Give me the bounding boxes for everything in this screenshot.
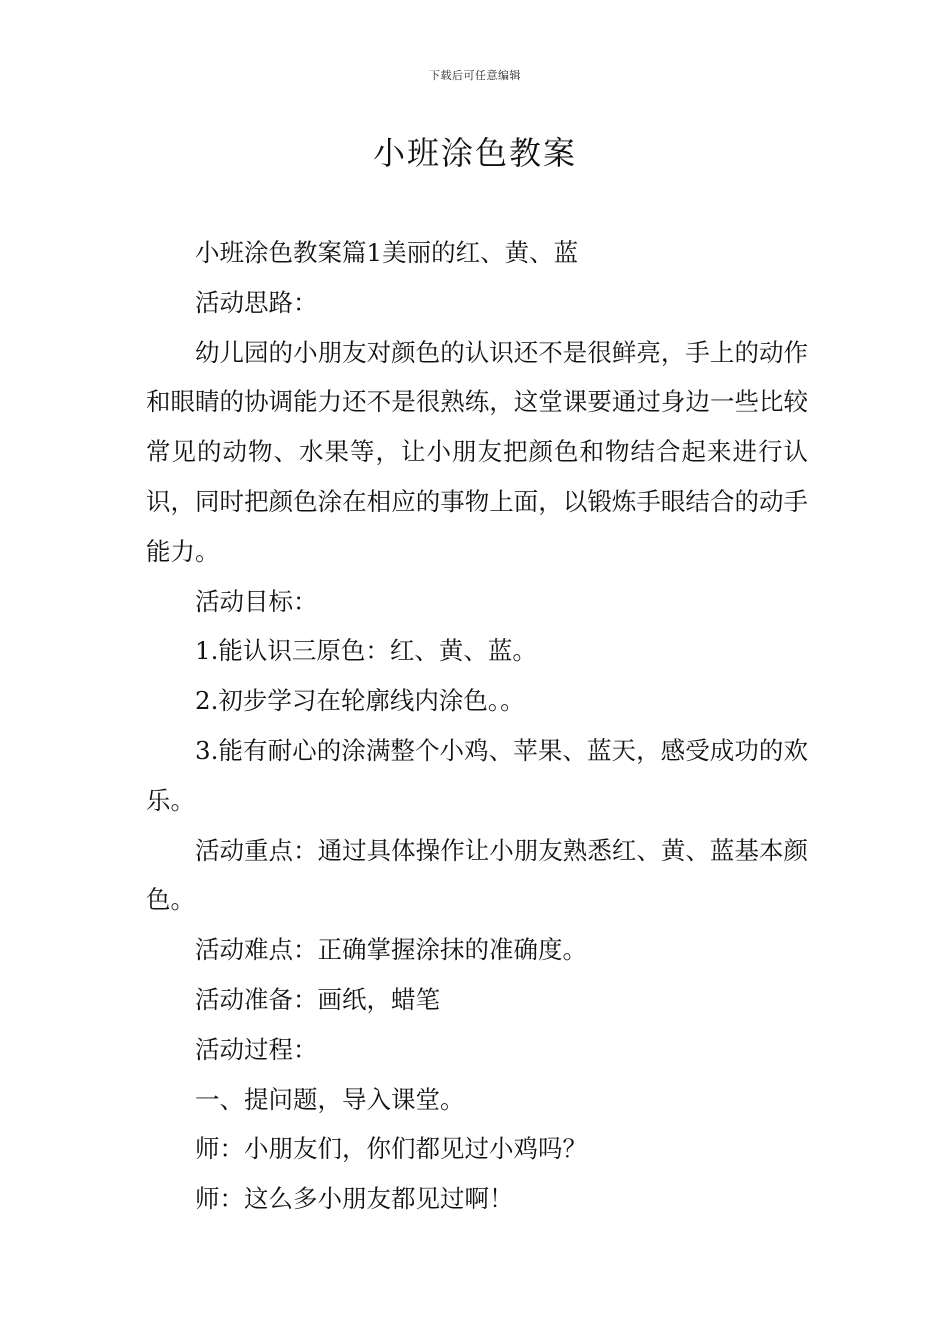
document-title: 小班涂色教案 (372, 134, 577, 172)
paragraph: 活动思路： (195, 287, 318, 317)
paragraph: 师：小朋友们，你们都见过小鸡吗？ (195, 1134, 587, 1164)
paragraph: 1.能认识三原色：红、黄、蓝。 (195, 636, 537, 666)
paragraph: 活动过程： (195, 1034, 318, 1064)
paragraph: 幼儿园的小朋友对颜色的认识还不是很鲜亮，手上的动作和眼睛的协调能力还不是很熟练，这堂课要通过身边一些比较常见的动物、水果等，让小朋友把颜色和物结合起来进行认识，同时把颜色涂在相应的事物上面，以锻炼手眼结合的动手能力。 (146, 337, 808, 566)
paragraph: 活动准备：画纸，蜡笔 (195, 984, 440, 1014)
paragraph: 小班涂色教案篇1美丽的红、黄、蓝 (195, 238, 579, 267)
paragraph: 活动难点：正确掌握涂抹的准确度。 (195, 935, 587, 965)
paragraph: 一、提问题，导入课堂。 (195, 1084, 465, 1114)
paragraph: 活动重点：通过具体操作让小朋友熟悉红、黄、蓝基本颜色。 (146, 835, 808, 915)
header-note: 下载后可任意编辑 (429, 69, 521, 82)
paragraph: 师：这么多小朋友都见过啊！ (195, 1184, 514, 1214)
paragraph: 3.能有耐心的涂满整个小鸡、苹果、蓝天，感受成功的欢乐。 (146, 735, 808, 815)
paragraph: 活动目标： (195, 586, 318, 616)
paragraph: 2.初步学习在轮廓线内涂色。。 (195, 686, 525, 716)
document-body (146, 228, 808, 1224)
